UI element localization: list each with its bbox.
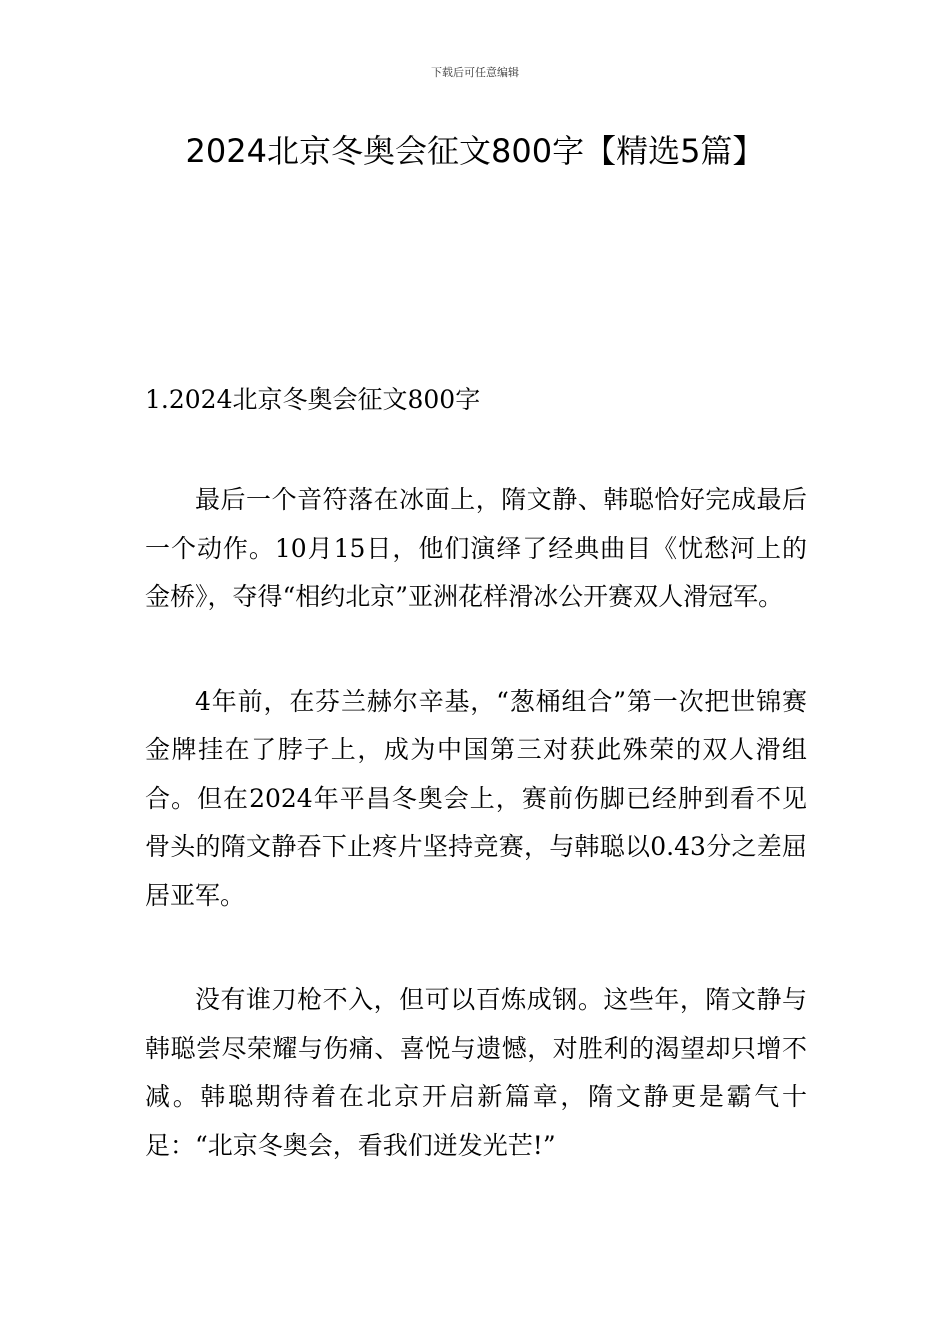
document-title: 2024北京冬奥会征文800字【精选5篇】 — [185, 132, 765, 170]
section-heading: 1.2024北京冬奥会征文800字 — [145, 385, 481, 414]
paragraph: 4年前，在芬兰赫尔辛基，“葱桶组合”第一次把世锦赛金牌挂在了脖子上，成为中国第三对获此殊荣的双人滑组合。但在2024年平昌冬奥会上，赛前伤脚已经肿到看不见骨头的隋文静吞下止疼片坚持竞赛，与韩聪以0.43分之差屈居亚军。 — [145, 686, 807, 910]
paragraph: 没有谁刀枪不入，但可以百炼成钢。这些年，隋文静与韩聪尝尽荣耀与伤痛、喜悦与遗憾，对胜利的渴望却只增不减。韩聪期待着在北京开启新篇章，隋文静更是霸气十足：“北京冬奥会，看我们迸发光芒!” — [145, 985, 807, 1160]
document-body — [145, 380, 807, 1170]
paragraph: 最后一个音符落在冰面上，隋文静、韩聪恰好完成最后一个动作。10月15日，他们演绎了经典曲目《忧愁河上的金桥》，夺得“相约北京”亚洲花样滑冰公开赛双人滑冠军。 — [145, 485, 807, 611]
page-header-note: 下载后可任意编辑 — [431, 66, 519, 79]
